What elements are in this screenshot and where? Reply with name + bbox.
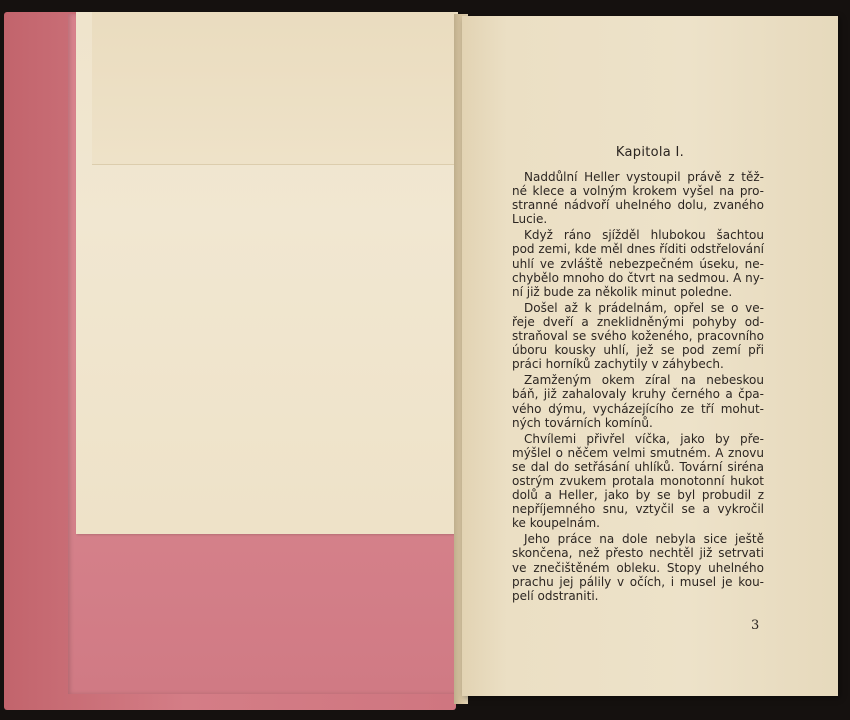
- text-line: ných továrních komínů.: [512, 415, 653, 430]
- text-line: Naddůlní Heller vystoupil právě z těž-: [524, 170, 764, 184]
- text-line: řeje dveří a zneklidněnými pohyby od-: [512, 314, 764, 329]
- paragraph: [512, 301, 764, 371]
- text-line: úboru kousky uhlí, jež se pod zemí při: [512, 343, 764, 358]
- text-line: báň, již zahalovaly kruhy černého a čpa-: [512, 387, 764, 402]
- text-line: dolů a Heller, jako by se byl probudil z: [512, 488, 764, 503]
- text-line: Lucie.: [512, 212, 548, 227]
- text-line: stranné nádvoří uhelného dolu, zvaného: [512, 198, 764, 213]
- text-line: uhlí ve zvláště nebezpečném úseku, ne-: [512, 256, 764, 271]
- endpaper-fold: [92, 12, 458, 165]
- text-line: nepříjemného snu, vztyčil se a vykročil: [512, 502, 764, 517]
- page-number: 3: [751, 618, 760, 633]
- text-line: práci horníků zachytily v záhybech.: [512, 357, 724, 372]
- text-line: pod zemi, kde měl dnes říditi odstřelování: [512, 242, 764, 257]
- text-line: se dal do setřásání uhlíků. Tovární siréna: [512, 459, 764, 474]
- text-line: Zamženým okem zíral na nebeskou: [524, 373, 764, 388]
- text-line: Jeho práce na dole nebyla sice ještě: [524, 532, 764, 547]
- text-line: mýšlel o něčem velmi smutném. A znovu: [512, 445, 764, 460]
- paragraph: [512, 373, 764, 429]
- paragraph: [512, 532, 764, 602]
- text-line: Chvílemi přivřel víčka, jako by pře-: [524, 431, 764, 446]
- text-line: pelí odstraniti.: [512, 588, 599, 603]
- text-line: Když ráno sjížděl hlubokou šachtou: [524, 228, 764, 243]
- text-line: straňoval se svého koženého, pracovního: [512, 329, 764, 344]
- text-line: ke koupelnám.: [512, 516, 600, 531]
- body-text: [512, 170, 764, 605]
- text-line: chybělo mnoho do čtvrt na sedmou. A ny-: [512, 270, 764, 285]
- text-line: skončena, než přesto nechtěl již setrvati: [512, 546, 764, 561]
- text-line: ní již bude za několik minut poledne.: [512, 284, 733, 299]
- paragraph: [512, 432, 764, 531]
- text-line: né klece a volným krokem vyšel na pro-: [512, 184, 764, 199]
- text-line: ve znečištěném obleku. Stopy uhelného: [512, 560, 764, 575]
- paragraph: [512, 228, 764, 298]
- text-line: prachu jej pálily v očích, i musel je kou-: [512, 574, 764, 589]
- text-line: vého dýmu, vycházejícího ze tří mohut-: [512, 401, 764, 416]
- text-line: ostrým zvukem protala monotonní hukot: [512, 473, 764, 488]
- text-line: Došel až k prádelnám, opřel se o ve-: [524, 300, 764, 315]
- chapter-title: Kapitola I.: [615, 145, 685, 160]
- paragraph: [512, 170, 764, 226]
